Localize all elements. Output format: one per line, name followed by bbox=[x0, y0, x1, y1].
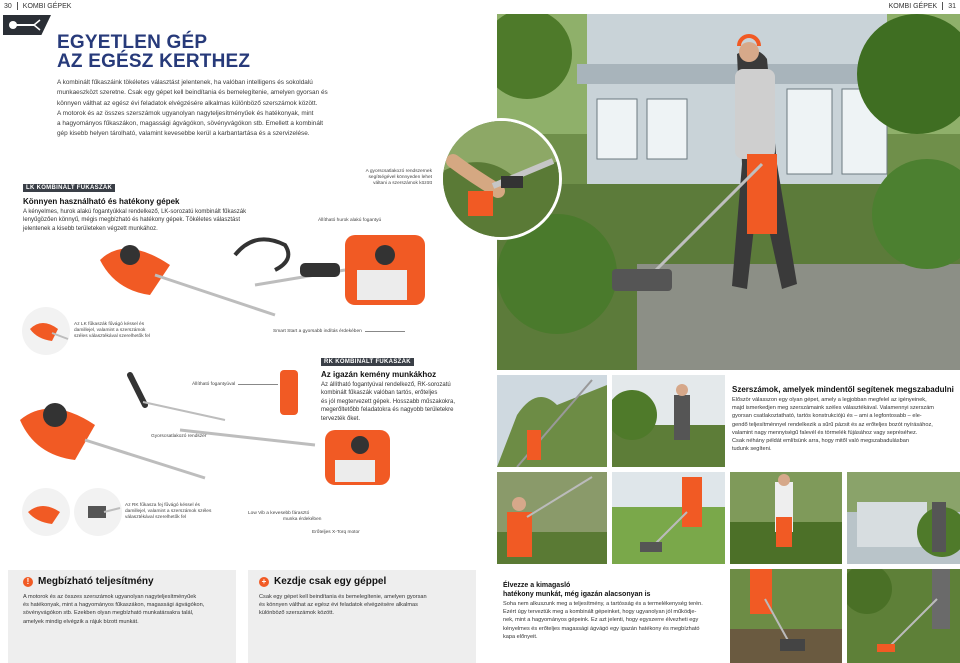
enjoy-heading bbox=[503, 581, 650, 599]
callout-line: Low Vib a kevesebb fárasztó bbox=[248, 511, 310, 516]
rk-callout-xtorq: Erőteljes X-Torq motor bbox=[312, 530, 360, 535]
rk-callout-trimmer-head bbox=[125, 503, 225, 521]
lk-callout-quick-coupler bbox=[350, 169, 432, 187]
callout-line: választékával szerelhetők fel bbox=[125, 515, 187, 520]
rk-body-line: kombinált fűkaszák valóban tartós, erőteljes bbox=[321, 390, 438, 397]
enjoy-body-line: Soha nem alkuszunk meg a teljesítmény, a tartósság és a termelékenység terén. bbox=[503, 601, 703, 607]
callout-line: damillejel, valamint a szerszámok bbox=[74, 328, 146, 333]
tools-body-line: tudunk segíteni. bbox=[732, 446, 772, 453]
reliable-heading: Megbízható teljesítmény bbox=[38, 576, 154, 587]
cultivator-photo bbox=[730, 569, 842, 663]
tools-body-line: gyorsan csatlakoztatható, tartós konstrukciójú és – ami a legfontosabb – ele- bbox=[732, 413, 922, 420]
left-section-label: KOMBI GÉPEK bbox=[22, 2, 72, 10]
start-body-line: különböző szerszámok között. bbox=[259, 610, 334, 617]
callout-line: munka érdekében bbox=[283, 517, 322, 522]
right-section-label: KOMBI GÉPEK bbox=[888, 2, 938, 10]
tree-pruning-photo bbox=[497, 375, 607, 467]
callout-line: Az RK fűkasza fej fűvágó késsel és bbox=[125, 503, 200, 508]
quick-coupler-closeup-photo bbox=[440, 118, 562, 240]
lk-section-tag: LK KOMBINÁLT FŰKASZÁK bbox=[23, 184, 115, 192]
lk-body-line: jelentenek a kisebb területeken végzett munkához. bbox=[23, 225, 158, 232]
start-body-line: és könnyen válthat az egész évi feladatok elvégzésére alkalmas bbox=[259, 602, 418, 609]
callout-line: damillejel, valamint a szerszámok széles bbox=[125, 509, 212, 514]
rk-body-line: Az állítható fogantyúval rendelkező, RK-sorozatú bbox=[321, 382, 451, 388]
rk-trimmer-head-thumb bbox=[22, 488, 70, 536]
reliable-body-line: sövényvágókon stb. Ezekben olyan megbízható munkatársakra talál, bbox=[23, 610, 194, 617]
callout-leader-line bbox=[365, 331, 405, 332]
rk-callout-adjustable-handle: Állítható fogantyúval bbox=[192, 382, 236, 387]
tools-body-line: Csak néhány példát említsünk arra, hogy mitől való megszabadulásban bbox=[732, 438, 909, 445]
rk-callout-coupler: Gyorscsatlakozó rendszer bbox=[151, 434, 207, 439]
start-body-line: Csak egy gépet kell beindítania és bemelegítenie, amelyen gyorsan bbox=[259, 594, 427, 600]
lk-callout-loop-handle: Állítható hurok alakú fogantyú bbox=[318, 218, 382, 223]
start-body bbox=[259, 593, 471, 618]
house-trimming-photo bbox=[847, 472, 960, 564]
callout-line: segítségével könnyeden lehet bbox=[368, 175, 432, 180]
rk-trimmer-illustration bbox=[15, 360, 395, 490]
hedge-trimming-photo bbox=[612, 375, 725, 467]
lk-body-line: A kényelmes, hurok alakú fogantyúkkal rendelkező, LK-sorozatú kombinált fűkaszák bbox=[23, 209, 247, 215]
intro-line: A kombinált fűkaszáink tökéletes választást jelentenek, ha valóban intelligens és sokoldalú bbox=[57, 79, 313, 86]
right-page-number: 31 bbox=[948, 2, 956, 10]
enjoy-body-line: kényelmes és erőteljes magassági ágvágó egy igazán hatékony és megbízható bbox=[503, 625, 700, 632]
pole-saw-photo bbox=[497, 472, 607, 564]
lawn-edging-photo bbox=[612, 472, 725, 564]
tools-body-line: Először válasszon egy olyan gépet, amely a legjobban megfelel az igényeinek, bbox=[732, 397, 927, 403]
reliable-body-line: amelyek mindig elvégzik a rájuk bízott munkát. bbox=[23, 618, 139, 625]
rk-section-tag: RK KOMBINÁLT FŰKASZÁK bbox=[321, 358, 414, 366]
rk-callout-low-vib bbox=[248, 511, 321, 523]
intro-line: könnyen válthat az egész évi feladatok elvégzésére alkalmas különböző szerszámok között. bbox=[57, 99, 318, 107]
callout-line: A gyorscsatlakozó rendszernek bbox=[365, 169, 432, 174]
tools-section-body bbox=[732, 396, 960, 453]
plus-icon: + bbox=[259, 577, 269, 587]
tools-section-heading: Szerszámok, amelyek mindentől segítenek megszabadulni bbox=[732, 385, 954, 394]
intro-line: munkaeszközt szeretne. Csak egy gépet kell beindítania és bemelegítenie, amelyen gyorsan és bbox=[57, 89, 328, 97]
enjoy-body bbox=[503, 600, 725, 641]
header-divider bbox=[17, 2, 18, 10]
callout-line: váltani a szerszámok között bbox=[373, 181, 432, 186]
title-line-1: EGYETLEN GÉP bbox=[57, 32, 208, 53]
start-heading: Kezdje csak egy géppel bbox=[274, 576, 387, 587]
callout-line: széles választékával szerelhetők fel bbox=[74, 334, 150, 339]
right-page-header bbox=[889, 0, 956, 12]
left-page-header bbox=[4, 0, 71, 12]
rk-body-line: tervezték őket. bbox=[321, 415, 361, 422]
enjoy-body-line: nek, mint a hagyományos gépeink. Ez azt jelenti, hogy egyszerre élvezheti egy bbox=[503, 617, 699, 624]
weeding-photo bbox=[847, 569, 960, 663]
rk-body-line: megerőltetőbb feladatokra és nagyobb területekre bbox=[321, 407, 454, 414]
intro-line: gép kisebb helyen tárolható, valamint kevesebbe kerül a karbantartása és a szervizelése. bbox=[57, 130, 310, 138]
header-divider bbox=[942, 2, 943, 10]
tools-body-line: gendő teljesítménnyel rendelkezik a sűrű pázsit és az erőteljes bozót nyírásához, bbox=[732, 421, 933, 428]
hero-garden-photo bbox=[497, 14, 960, 370]
tools-body-line: majd ismerkedjen meg szerszámaink széles választékával. Valamennyi szerszám bbox=[732, 405, 934, 412]
rk-blade-thumb bbox=[74, 488, 122, 536]
rk-section-heading: Az igazán kemény munkákhoz bbox=[321, 370, 437, 379]
lk-section-heading: Könnyen használható és hatékony gépek bbox=[23, 197, 180, 206]
trimmer-logo-icon bbox=[3, 15, 51, 35]
intro-line: A motorok és az összes szerszámok ugyanolyan nagyteljesítményűek és hatékonyak, mint bbox=[57, 109, 314, 117]
lk-trimmer-head-thumb bbox=[22, 307, 70, 355]
intro-line: a hagyományos fűkaszákon, magassági ágvágókon, sövényvágókon stb. Emellett a kombinált bbox=[57, 120, 324, 128]
page-title bbox=[57, 33, 250, 71]
callout-line: Az LK fűkaszák fűvágó késsel és bbox=[74, 322, 145, 327]
enjoy-body-line: Ezért úgy terveztük meg a kombinált gépeinket, hogy ugyanolyan jól működje- bbox=[503, 609, 697, 616]
enjoy-heading-line: Élvezze a kimagasló bbox=[503, 582, 571, 589]
lk-callout-smart-start: Smart Start a gyorsabb indítás érdekében bbox=[273, 329, 362, 334]
lk-trimmer-illustration bbox=[95, 225, 445, 325]
lk-body-line: lenyűgözően könnyű, mégis megbízható és hatékony gépek. Tökéletes választást bbox=[23, 217, 241, 224]
intro-text bbox=[57, 78, 357, 140]
tools-body-line: valamint nagy mennyiségű falevél és törmelék fújásához vagy sepréséhez. bbox=[732, 429, 918, 436]
reliable-body-line: és hatékonyak, mint a hagyományos fűkaszákon, magassági ágvágókon, bbox=[23, 602, 205, 609]
exclamation-icon: ! bbox=[23, 577, 33, 587]
reliable-body-line: A motorok és az összes szerszámok ugyanolyan nagyteljesítményűek bbox=[23, 594, 197, 600]
lk-callout-trimmer-head bbox=[74, 322, 174, 340]
enjoy-heading-line: hatékony munkát, még igazán alacsonyan is bbox=[503, 591, 651, 598]
enjoy-body-line: kapa előnyeit. bbox=[503, 633, 538, 640]
left-page-number: 30 bbox=[4, 2, 12, 10]
rk-body-line: és jól megtervezett gépek. Hosszabb műszakokra, bbox=[321, 398, 456, 405]
title-line-2: AZ EGÉSZ KERTHEZ bbox=[57, 51, 251, 72]
brush-cutting-photo bbox=[730, 472, 842, 564]
reliable-body bbox=[23, 593, 233, 626]
